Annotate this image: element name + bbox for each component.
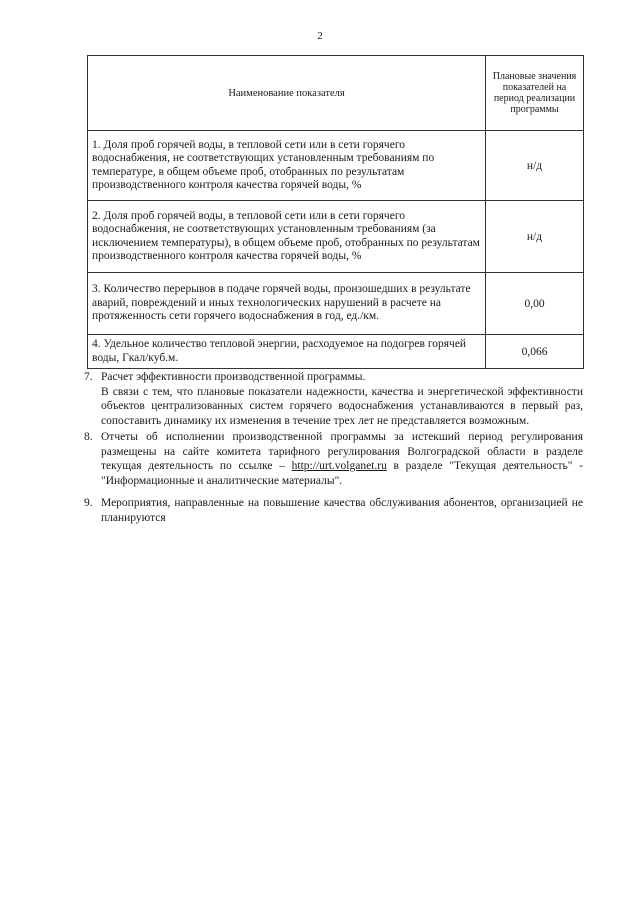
list-item-text [101, 430, 583, 488]
table-row [88, 335, 584, 369]
table-row [88, 131, 584, 201]
header-indicator-name: Наименование показателя [88, 56, 486, 131]
list-item-text-before-link: Отчеты об исполнении производственной программы за истекший период регулирования размещены на сайте комитета тарифного регулирования Волгоградской области в разделе текущая деятельность по ссылке – [101, 431, 583, 472]
list-item-number: 7. [84, 371, 93, 383]
indicator-value: н/д [486, 131, 584, 201]
indicators-table [87, 55, 584, 369]
header-planned-values: Плановые значения показателей на период реализации программы [486, 56, 584, 131]
list-item-8 [84, 430, 583, 488]
indicator-name: 4. Удельное количество тепловой энергии, расходуемое на подогрев горячей воды, Гкал/куб.м. [88, 335, 486, 369]
table-row [88, 201, 584, 273]
list-item-text-after-link: в разделе "Текущая деятельность" - "Информационные и аналитические материалы". [101, 460, 583, 487]
reports-link[interactable]: http://urt.volganet.ru [291, 460, 387, 472]
list-item-text: В связи с тем, что плановые показатели надежности, качества и энергетической эффективности объектов централизованных систем горячего водоснабжения устанавливаются в первый раз, сопоставить динамику их изменения в течение трех лет не представляется возможным. [101, 385, 583, 427]
indicator-name: 2. Доля проб горячей воды, в тепловой сети или в сети горячего водоснабжения, не соответствующих установленным требованиям (за исключением температуры), в общем объеме проб, отобранных по результатам производственного контроля качества горячей воды, % [88, 201, 486, 273]
indicator-name: 1. Доля проб горячей воды, в тепловой сети или в сети горячего водоснабжения, не соответствующих установленным требованиям по температуре, в общем объеме проб, отобранных по результатам производственного контроля качества горячей воды, % [88, 131, 486, 201]
list-item-text: Мероприятия, направленные на повышение качества обслуживания абонентов, организацией не планируются [101, 497, 583, 524]
table-row [88, 273, 584, 335]
indicator-value: н/д [486, 201, 584, 273]
page-number: 2 [317, 30, 323, 42]
indicator-name: 3. Количество перерывов в подаче горячей воды, произошедших в результате аварий, повреждений и иных технологических нарушений в расчете на протяженность сети горячего водоснабжения в год, ед./км. [88, 273, 486, 335]
list-item-title: Расчет эффективности производственной программы. [101, 371, 366, 383]
list-item-9 [84, 496, 583, 525]
list-item-7 [84, 370, 583, 428]
indicator-value: 0,066 [486, 335, 584, 369]
numbered-list [84, 370, 583, 525]
list-item-number: 8. [84, 431, 93, 443]
indicator-value: 0,00 [486, 273, 584, 335]
list-item-number: 9. [84, 497, 93, 509]
table-header-row [88, 56, 584, 131]
